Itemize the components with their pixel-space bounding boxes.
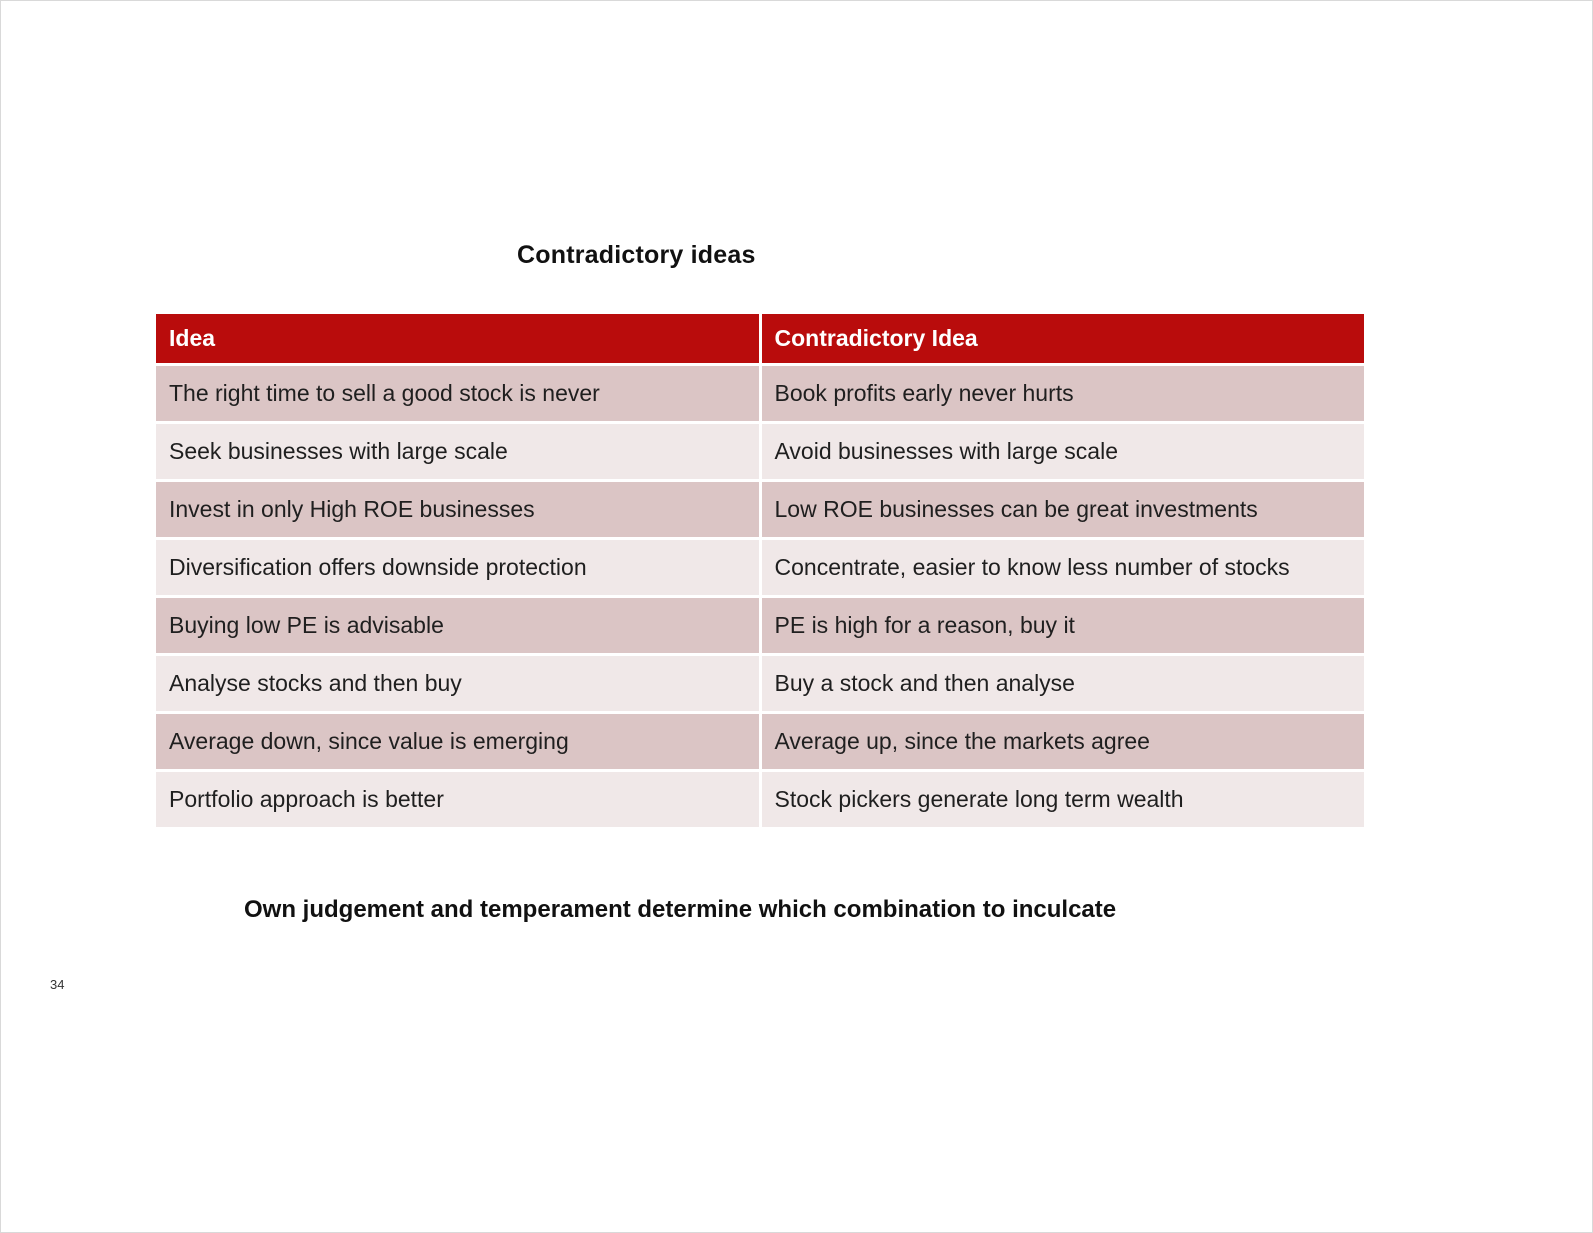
cell-idea: Portfolio approach is better: [155, 771, 761, 829]
footer-note: Own judgement and temperament determine which combination to inculcate: [244, 896, 1117, 923]
cell-idea: Invest in only High ROE businesses: [155, 481, 761, 539]
cell-contradictory-idea: Book profits early never hurts: [760, 365, 1366, 423]
cell-idea: Seek businesses with large scale: [155, 423, 761, 481]
header-cell-idea: Idea: [155, 313, 761, 365]
cell-idea: Analyse stocks and then buy: [155, 655, 761, 713]
cell-idea: The right time to sell a good stock is never: [155, 365, 761, 423]
table-row: [155, 655, 1366, 713]
table-row: [155, 365, 1366, 423]
cell-contradictory-idea: Average up, since the markets agree: [760, 713, 1366, 771]
cell-contradictory-idea: PE is high for a reason, buy it: [760, 597, 1366, 655]
cell-contradictory-idea: Avoid businesses with large scale: [760, 423, 1366, 481]
cell-contradictory-idea: Stock pickers generate long term wealth: [760, 771, 1366, 829]
cell-contradictory-idea: Buy a stock and then analyse: [760, 655, 1366, 713]
cell-idea: Average down, since value is emerging: [155, 713, 761, 771]
table-row: [155, 423, 1366, 481]
contradictory-ideas-table: [153, 311, 1367, 830]
table-header-row: [155, 313, 1366, 365]
slide-title: Contradictory ideas: [517, 241, 756, 269]
table-row: [155, 539, 1366, 597]
cell-idea: Diversification offers downside protection: [155, 539, 761, 597]
table-row: [155, 597, 1366, 655]
table-row: [155, 713, 1366, 771]
header-cell-contradictory-idea: Contradictory Idea: [760, 313, 1366, 365]
table-row: [155, 771, 1366, 829]
cell-idea: Buying low PE is advisable: [155, 597, 761, 655]
table-row: [155, 481, 1366, 539]
page-number: 34: [50, 977, 65, 992]
cell-contradictory-idea: Low ROE businesses can be great investments: [760, 481, 1366, 539]
cell-contradictory-idea: Concentrate, easier to know less number of stocks: [760, 539, 1366, 597]
